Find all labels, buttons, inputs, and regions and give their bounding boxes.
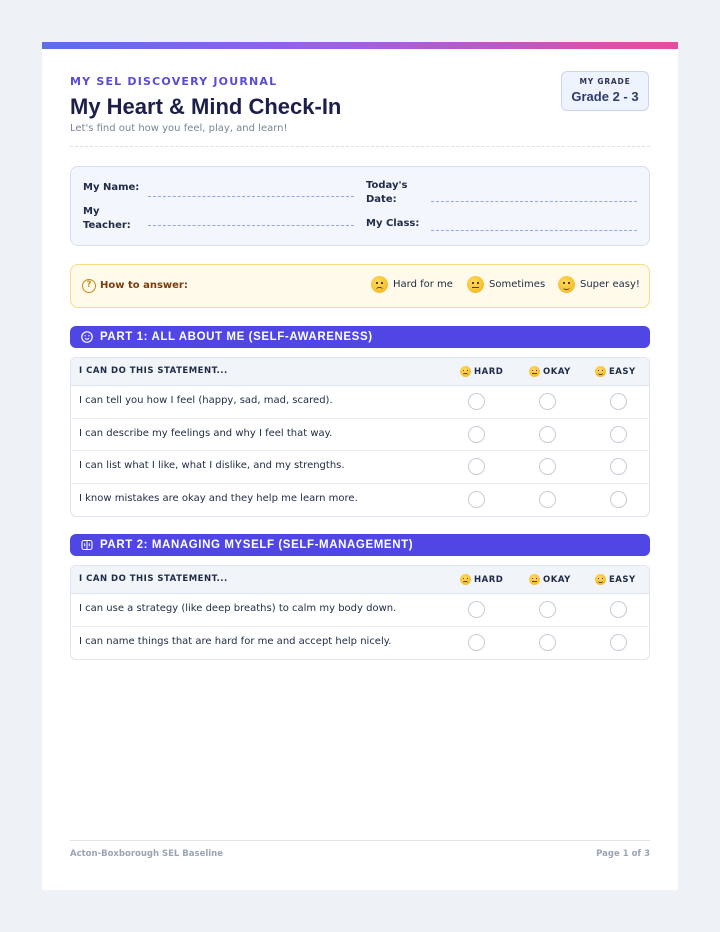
table-row [71,627,649,660]
table-header [71,358,649,386]
easy-radio[interactable] [610,426,627,443]
section-2-table [70,565,650,660]
table-row [71,386,649,419]
brain-icon [81,539,93,551]
class-label: My Class: [366,218,420,229]
hard-radio[interactable] [468,393,485,410]
okay-radio[interactable] [539,458,556,475]
statement-text: I know mistakes are okay and they help me learn more. [79,492,358,504]
hard-column-header [460,574,503,585]
grade-value: Grade 2 - 3 [571,89,639,104]
student-info-box [70,166,650,246]
date-field[interactable] [431,201,637,202]
smiling-face-icon [558,276,575,293]
easy-column-header [595,366,636,377]
table-row [71,419,649,452]
class-field[interactable] [431,230,637,231]
name-label: My Name: [83,182,140,193]
okay-radio[interactable] [539,491,556,508]
legend-item-easy [558,276,640,293]
hard-column-header [460,366,503,377]
statement-text: I can tell you how I feel (happy, sad, mad, scared). [79,395,333,406]
statement-column-header: I CAN DO THIS STATEMENT... [79,574,228,584]
okay-radio[interactable] [539,601,556,618]
date-label: Today's Date: [366,180,408,205]
footer-source: Acton-Boxborough SEL Baseline [70,849,223,859]
okay-column-header [529,366,571,377]
legend-okay-label: Sometimes [489,279,546,290]
okay-radio[interactable] [539,393,556,410]
hard-radio[interactable] [468,491,485,508]
table-row [71,484,649,517]
hard-radio[interactable] [468,601,485,618]
legend-hard-label: Hard for me [393,279,453,290]
hard-radio[interactable] [468,634,485,651]
statement-text: I can name things that are hard for me and accept help nicely. [79,635,392,647]
journal-eyebrow: MY SEL DISCOVERY JOURNAL [70,75,278,88]
worried-face-icon [371,276,388,293]
name-field[interactable] [148,196,354,197]
teacher-field[interactable] [148,225,354,226]
neutral-face-icon [529,574,540,585]
neutral-face-icon [529,366,540,377]
legend-title: How to answer: [100,280,188,291]
gradient-top-bar [42,42,678,49]
table-row [71,451,649,484]
easy-column-label: EASY [609,366,636,377]
table-row [71,594,649,627]
okay-column-label: OKAY [543,574,571,585]
easy-radio[interactable] [610,491,627,508]
easy-radio[interactable] [610,393,627,410]
answer-legend [70,264,650,308]
question-circle-icon: ? [82,279,96,293]
grade-label: MY GRADE [579,77,631,86]
footer-divider [70,840,650,841]
statement-column-header: I CAN DO THIS STATEMENT... [79,366,228,376]
statement-text: I can use a strategy (like deep breaths) to calm my body down. [79,603,397,614]
easy-radio[interactable] [610,634,627,651]
statement-text: I can describe my feelings and why I feel that way. [79,427,333,439]
hard-column-label: HARD [474,574,504,585]
hard-radio[interactable] [468,426,485,443]
section-2-title: PART 2: MANAGING MYSELF (SELF-MANAGEMENT) [100,539,414,551]
grade-badge [561,71,649,111]
easy-radio[interactable] [610,458,627,475]
section-2-header [70,534,650,556]
section-1-table [70,357,650,517]
worksheet-page [42,42,678,890]
section-1-title: PART 1: ALL ABOUT ME (SELF-AWARENESS) [100,331,373,343]
page-subtitle: Let's find out how you feel, play, and learn! [70,123,288,134]
section-1-header [70,326,650,348]
header-divider [70,146,650,147]
legend-easy-label: Super easy! [580,279,640,290]
smiling-face-icon [595,574,606,585]
legend-item-okay [467,276,545,293]
hard-column-label: HARD [474,366,504,377]
statement-text: I can list what I like, what I dislike, and my strengths. [79,460,345,471]
page-number: Page 1 of 3 [596,849,650,859]
okay-radio[interactable] [539,634,556,651]
smiling-face-icon [595,366,606,377]
okay-column-label: OKAY [543,366,571,377]
smiley-outline-icon [81,331,93,343]
okay-radio[interactable] [539,426,556,443]
page-title: My Heart & Mind Check-In [70,94,342,119]
easy-column-label: EASY [609,574,636,585]
easy-radio[interactable] [610,601,627,618]
easy-column-header [595,574,636,585]
teacher-label: My Teacher: [83,206,131,231]
worried-face-icon [460,366,471,377]
hard-radio[interactable] [468,458,485,475]
neutral-face-icon [467,276,484,293]
worried-face-icon [460,574,471,585]
table-header [71,566,649,594]
legend-item-hard [371,276,453,293]
okay-column-header [529,574,571,585]
